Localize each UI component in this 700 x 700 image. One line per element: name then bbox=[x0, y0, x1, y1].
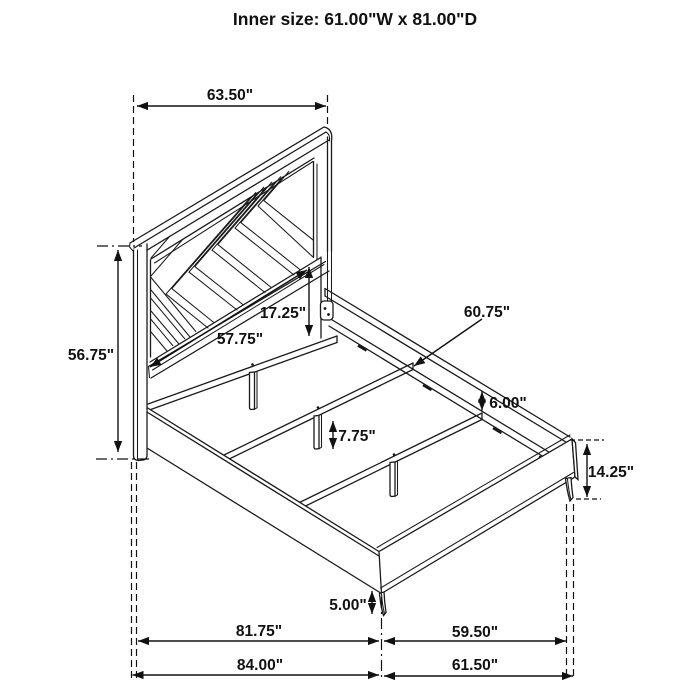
footboard bbox=[377, 435, 578, 616]
headboard bbox=[130, 127, 334, 461]
slat-rail-3 bbox=[300, 413, 483, 509]
dim-frame-inner-width: 59.50" bbox=[451, 624, 499, 641]
dim-headboard-inner-width: 57.75" bbox=[216, 331, 264, 348]
dim-frame-outer-width: 61.50" bbox=[451, 657, 499, 674]
dim-footboard-height: 14.25" bbox=[587, 464, 635, 481]
dim-foot-clearance: 5.00" bbox=[329, 597, 367, 614]
dim-headboard-height: 56.75" bbox=[67, 347, 115, 364]
dim-side-rail-gap: 6.00" bbox=[489, 395, 527, 412]
page-title: Inner size: 61.00"W x 81.00"D bbox=[232, 9, 478, 29]
dim-frame-outer-depth: 84.00" bbox=[236, 657, 284, 674]
dimension-annotations bbox=[68, 87, 634, 680]
dim-center-leg-height: 7.75" bbox=[338, 428, 376, 445]
far-side-rail bbox=[325, 289, 570, 445]
dim-headboard-width: 63.50" bbox=[206, 87, 254, 104]
dim-rail-to-panel-gap: 17.25" bbox=[259, 305, 307, 322]
dim-frame-inner-depth: 81.75" bbox=[235, 623, 283, 640]
dim-slat-length: 60.75" bbox=[463, 304, 511, 321]
rail-hook-bracket bbox=[321, 301, 334, 320]
